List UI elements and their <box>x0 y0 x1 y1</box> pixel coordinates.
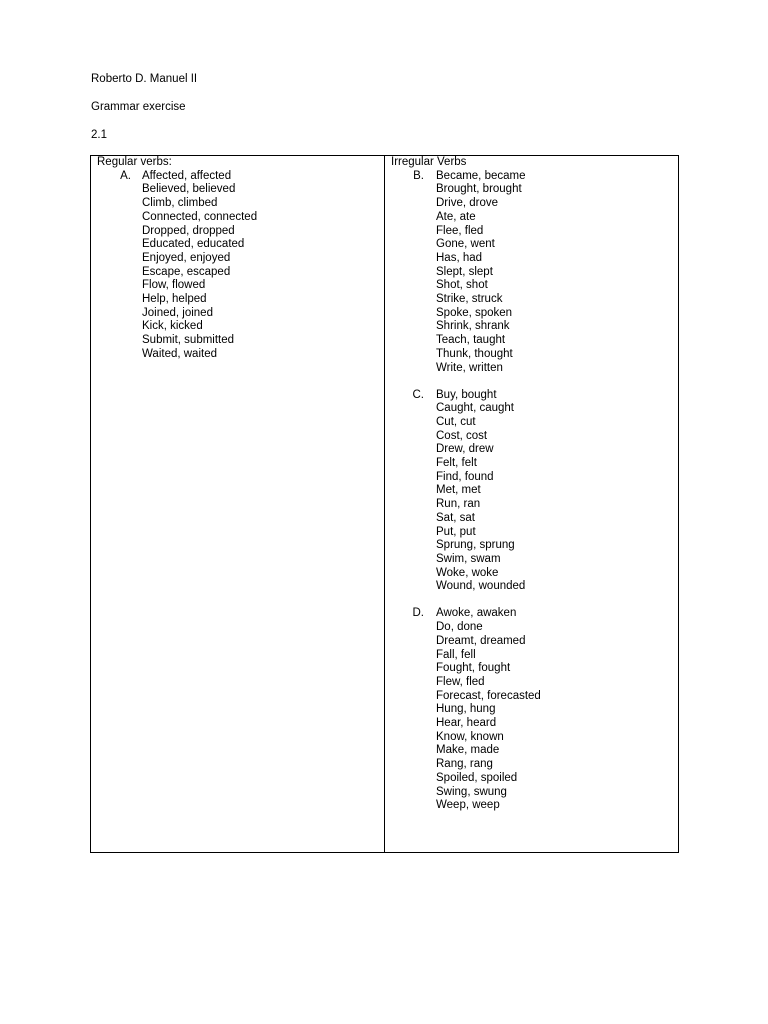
document-subject: Grammar exercise <box>91 101 186 113</box>
verb-pair: Do, done <box>436 621 483 634</box>
verb-pair: Rang, rang <box>436 758 493 771</box>
verb-pair: Dropped, dropped <box>142 224 235 237</box>
exercise-number: 2.1 <box>91 129 107 141</box>
verb-pair: Weep, weep <box>436 799 500 812</box>
verb-pair: Gone, went <box>436 238 495 251</box>
verb-pair: Spoke, spoken <box>436 306 513 319</box>
verb-pair: Run, ran <box>436 498 481 511</box>
verb-pair: Sat, sat <box>436 511 475 524</box>
verb-pair: Connected, connected <box>142 210 258 223</box>
verb-pair: Felt, felt <box>436 457 477 470</box>
verb-pair: Strike, struck <box>436 293 503 306</box>
verb-list <box>142 170 257 362</box>
verb-pair: Cut, cut <box>436 415 476 428</box>
verb-pair: Know, known <box>436 730 504 743</box>
verb-pair: Shrink, shrank <box>436 320 510 333</box>
verb-pair: Submit, submitted <box>142 334 235 347</box>
verb-pair: Caught, caught <box>436 402 515 415</box>
verb-pair: Make, made <box>436 744 500 757</box>
verb-pair: Climb, climbed <box>142 197 218 210</box>
verb-pair: Teach, taught <box>436 334 506 347</box>
verb-pair: Swing, swung <box>436 785 507 798</box>
verb-pair: Spoiled, spoiled <box>436 771 518 784</box>
verb-pair: Put, put <box>436 525 476 538</box>
verb-pair: Waited, waited <box>142 347 217 360</box>
regular-verbs-column <box>91 156 385 852</box>
verb-pair: Flew, fled <box>436 675 485 688</box>
verb-pair: Buy, bought <box>436 388 497 401</box>
irregular-verbs-column <box>385 156 678 852</box>
verb-pair: Enjoyed, enjoyed <box>142 251 231 264</box>
verbs-table <box>90 155 679 853</box>
verb-pair: Sprung, sprung <box>436 539 515 552</box>
verb-pair: Woke, woke <box>436 566 499 579</box>
verb-pair: Ate, ate <box>436 210 476 223</box>
verb-pair: Write, written <box>436 361 503 374</box>
verb-pair: Dreamt, dreamed <box>436 634 526 647</box>
verb-pair: Affected, affected <box>142 169 232 182</box>
group-letter: D. <box>412 607 424 620</box>
verb-pair: Help, helped <box>142 293 207 306</box>
group-letter: B. <box>413 169 424 182</box>
irregular-verbs-header: Irregular Verbs <box>391 156 467 168</box>
verb-pair: Flow, flowed <box>142 279 206 292</box>
verb-pair: Fought, fought <box>436 662 511 675</box>
verb-pair: Hear, heard <box>436 717 497 730</box>
verb-pair: Wound, wounded <box>436 580 526 593</box>
verb-pair: Kick, kicked <box>142 320 203 333</box>
verb-pair: Thunk, thought <box>436 347 513 360</box>
verb-pair: Drew, drew <box>436 443 494 456</box>
group-letter: C. <box>412 388 424 401</box>
verb-pair: Joined, joined <box>142 306 213 319</box>
verb-pair: Has, had <box>436 251 483 264</box>
verb-pair: Shot, shot <box>436 279 488 292</box>
author-name: Roberto D. Manuel II <box>91 73 198 85</box>
verb-pair: Met, met <box>436 484 481 497</box>
group-letter: A. <box>120 169 131 182</box>
verb-pair: Flee, fled <box>436 224 484 237</box>
verb-pair: Fall, fell <box>436 648 476 661</box>
verb-pair: Believed, believed <box>142 183 236 196</box>
verb-list <box>436 389 525 595</box>
verb-pair: Educated, educated <box>142 238 245 251</box>
verb-pair: Became, became <box>436 169 526 182</box>
verb-pair: Find, found <box>436 470 494 483</box>
regular-verbs-header: Regular verbs: <box>97 156 172 168</box>
verb-list <box>436 170 526 376</box>
verb-pair: Brought, brought <box>436 183 522 196</box>
verb-pair: Escape, escaped <box>142 265 231 278</box>
verb-pair: Swim, swam <box>436 552 501 565</box>
verb-pair: Forecast, forecasted <box>436 689 541 702</box>
verb-pair: Awoke, awaken <box>436 607 517 620</box>
verb-pair: Cost, cost <box>436 429 488 442</box>
verb-pair: Drive, drove <box>436 197 498 210</box>
verb-pair: Hung, hung <box>436 703 496 716</box>
verb-list <box>436 607 541 813</box>
verb-pair: Slept, slept <box>436 265 493 278</box>
